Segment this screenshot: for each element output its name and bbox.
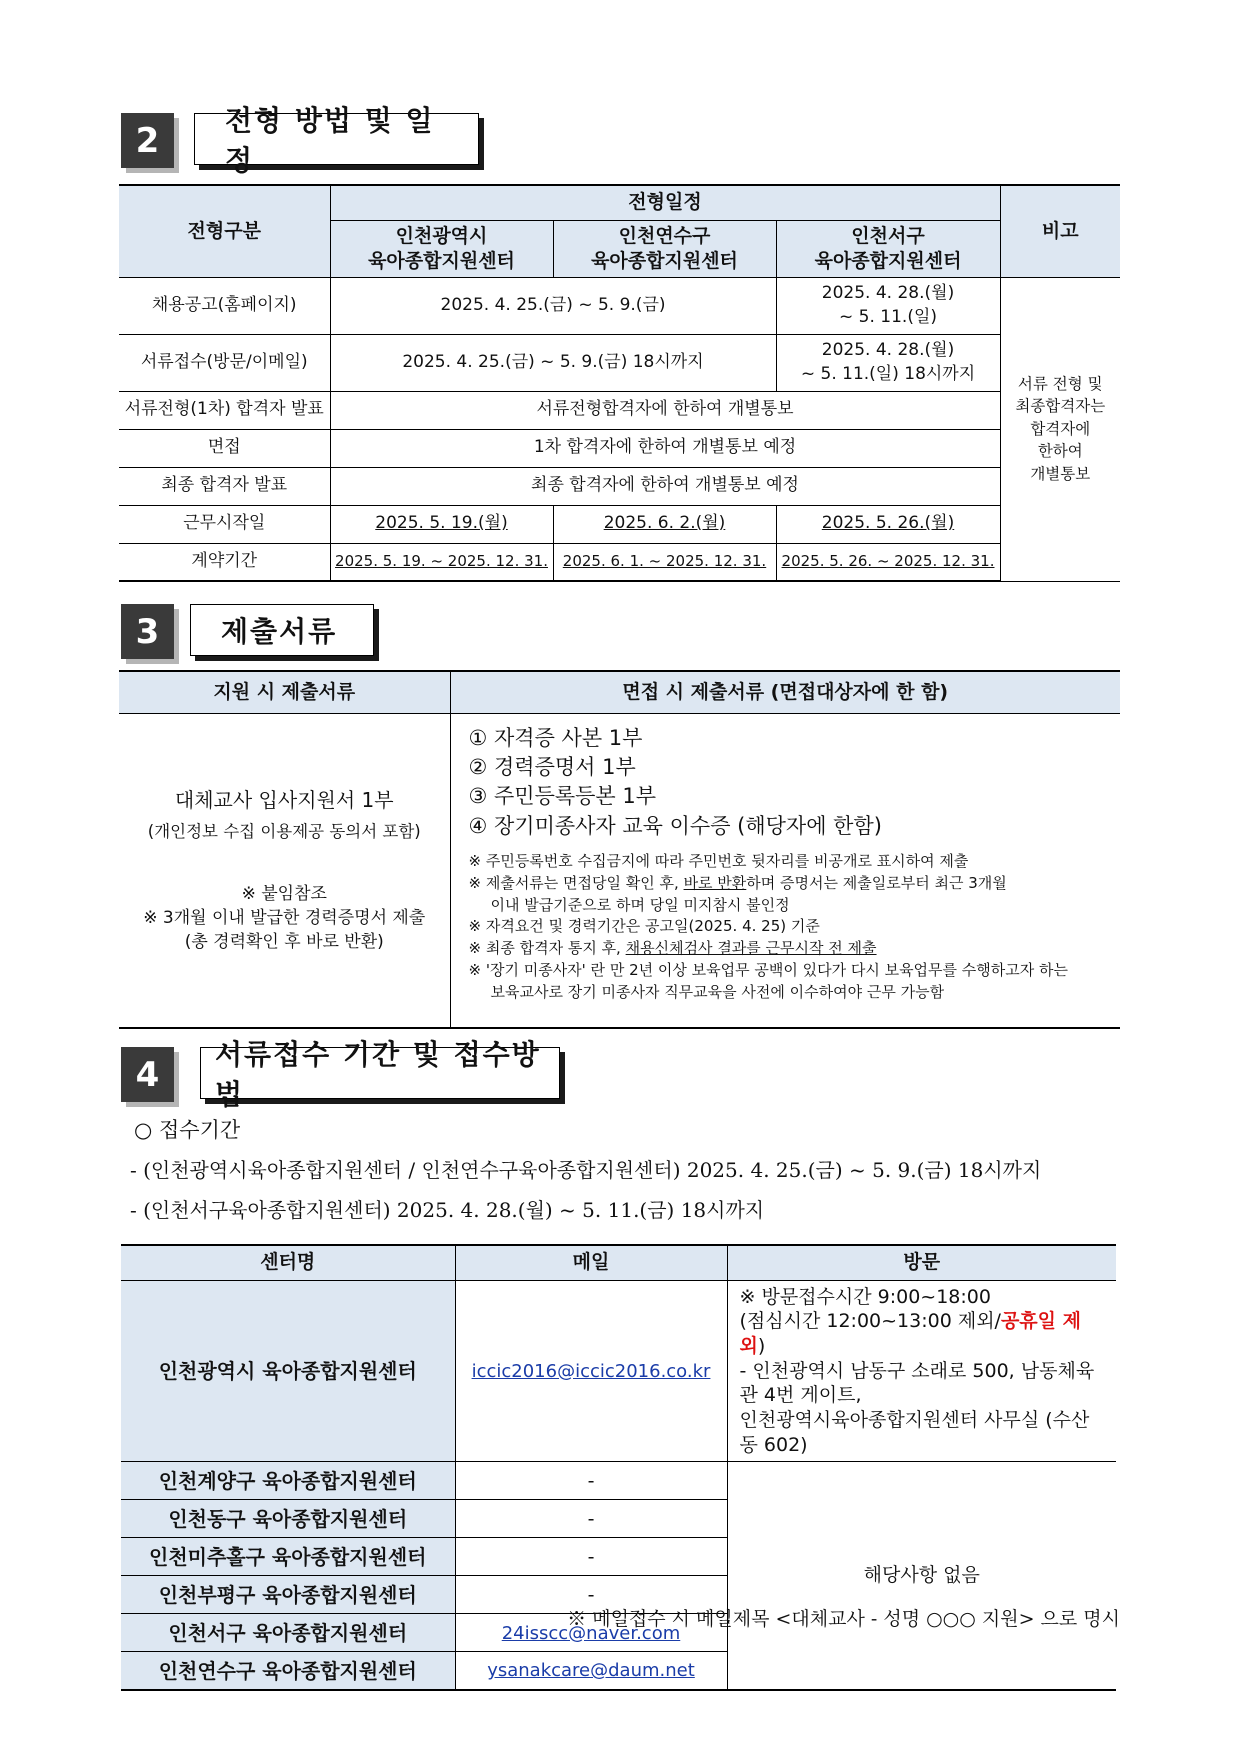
center-name: 인천동구 육아종합지원센터 bbox=[121, 1500, 455, 1538]
center-mail[interactable] bbox=[455, 1652, 727, 1690]
contract-period: 2025. 5. 19. ~ 2025. 12. 31. bbox=[330, 543, 553, 581]
note-line: ※ 최종 합격자 통지 후, 채용신체검사 결과를 근무시작 전 제출 bbox=[468, 939, 877, 958]
visit-none: 해당사항 없음 bbox=[727, 1462, 1116, 1690]
row-value: 1차 합격자에 한하여 개별통보 예정 bbox=[330, 429, 1000, 467]
note-line: 이내 발급기준으로 하며 당일 미지참시 불인정 bbox=[490, 895, 790, 914]
row-label: 계약기간 bbox=[119, 543, 330, 581]
center-name: 인천연수구 육아종합지원센터 bbox=[121, 1652, 455, 1690]
apply-sub: (개인정보 수집 이용제공 동의서 포함) bbox=[147, 822, 421, 841]
section-title: 전형 방법 및 일정 bbox=[194, 113, 479, 165]
row-value: 서류전형합격자에 한하여 개별통보 bbox=[330, 391, 1000, 429]
start-date: 2025. 5. 19.(월) bbox=[330, 505, 553, 543]
row-label: 채용공고(홈페이지) bbox=[119, 277, 330, 334]
period-line: - (인천광역시육아종합지원센터 / 인천연수구육아종합지원센터) 2025. 4. 25.(금) ~ 5. 9.(금) 18시까지 bbox=[130, 1158, 1042, 1182]
interview-doc-list bbox=[469, 724, 1103, 842]
visit-info: ※ 방문접수시간 9:00~18:00 (점심시간 12:00~13:00 제외/공휴일 제외) - 인천광역시 남동구 소래로 500, 남동체육관 4번 게이트, 인천광역시육아종합지원센터 사무실 (수산동 602) bbox=[727, 1280, 1116, 1462]
period-label: ○ 접수기간 bbox=[134, 1118, 241, 1142]
row-label: 면접 bbox=[119, 429, 330, 467]
center-name: 인천서구 육아종합지원센터 bbox=[121, 1614, 455, 1652]
apply-ref: ※ 붙임참조 bbox=[241, 884, 327, 905]
apply-cert: ※ 3개월 이내 발급한 경력증명서 제출 bbox=[143, 907, 426, 928]
row-value: 2025. 4. 25.(금) ~ 5. 9.(금) 18시까지 bbox=[330, 334, 776, 391]
header-visit: 방문 bbox=[727, 1245, 1116, 1280]
header-center-incheon: 인천광역시 육아종합지원센터 bbox=[330, 220, 553, 277]
center-name: 인천계양구 육아종합지원센터 bbox=[121, 1462, 455, 1500]
note-line: ※ 제출서류는 면접당일 확인 후, 바로 반환하며 증명서는 제출일로부터 최근 3개월 bbox=[468, 873, 1007, 892]
section-number: 4 bbox=[121, 1047, 174, 1102]
header-apply-docs: 지원 시 제출서류 bbox=[119, 671, 450, 713]
header-note: 비고 bbox=[1000, 185, 1120, 277]
row-label: 서류전형(1차) 합격자 발표 bbox=[119, 391, 330, 429]
list-item: ④ 장기미종사자 교육 이수증 (해당자에 한함) bbox=[468, 813, 882, 838]
documents-table bbox=[119, 670, 1120, 1029]
header-center: 센터명 bbox=[121, 1245, 455, 1280]
note-cell: 서류 전형 및 최종합격자는 합격자에 한하여 개별통보 bbox=[1000, 277, 1120, 581]
header-center-seo: 인천서구 육아종합지원센터 bbox=[776, 220, 1000, 277]
apply-cert-note: (총 경력확인 후 바로 반환) bbox=[184, 931, 384, 952]
list-item: ③ 주민등록등본 1부 bbox=[468, 784, 657, 809]
mail-subject-note: ※ 메일접수 시 메일제목 <대체교사 - 성명 ○○○ 지원> 으로 명시 bbox=[567, 1608, 1120, 1630]
note-line: ※ 자격요건 및 경력기간은 공고일(2025. 4. 25) 기준 bbox=[468, 917, 820, 936]
reception-period bbox=[130, 1110, 1041, 1230]
list-item: ② 경력증명서 1부 bbox=[468, 754, 636, 779]
mail-link[interactable]: ysanakcare@daum.net bbox=[487, 1660, 695, 1682]
mail-link[interactable]: 24isscc@naver.com bbox=[501, 1622, 681, 1644]
note-line: 보육교사로 장기 미종사자 직무교육을 사전에 이수하여야 근무 가능함 bbox=[490, 982, 945, 1001]
note-line: ※ 주민등록번호 수집금지에 따라 주민번호 뒷자리를 비공개로 표시하여 제출 bbox=[468, 852, 969, 871]
center-mail: - bbox=[455, 1462, 727, 1500]
section-title: 서류접수 기간 및 접수방법 bbox=[200, 1047, 560, 1099]
row-value: 2025. 4. 28.(월) ~ 5. 11.(일) bbox=[776, 277, 1000, 334]
row-value: 2025. 4. 25.(금) ~ 5. 9.(금) bbox=[330, 277, 776, 334]
start-date: 2025. 5. 26.(월) bbox=[776, 505, 1000, 543]
row-label: 서류접수(방문/이메일) bbox=[119, 334, 330, 391]
section-number: 3 bbox=[121, 604, 174, 659]
period-line: - (인천서구육아종합지원센터) 2025. 4. 28.(월) ~ 5. 11.(금) 18시까지 bbox=[130, 1198, 765, 1222]
center-name: 인천광역시 육아종합지원센터 bbox=[121, 1280, 455, 1462]
section-number: 2 bbox=[121, 113, 174, 168]
center-mail: - bbox=[455, 1576, 727, 1614]
apply-main: 대체교사 입사지원서 1부 bbox=[174, 788, 394, 812]
row-value: 2025. 4. 28.(월) ~ 5. 11.(일) 18시까지 bbox=[776, 334, 1000, 391]
mail-link[interactable]: iccic2016@iccic2016.co.kr bbox=[471, 1360, 711, 1382]
contract-period: 2025. 5. 26. ~ 2025. 12. 31. bbox=[776, 543, 1000, 581]
center-mail: - bbox=[455, 1500, 727, 1538]
interview-notes bbox=[469, 851, 1103, 1003]
header-schedule: 전형일정 bbox=[330, 185, 1000, 220]
list-item: ① 자격증 사본 1부 bbox=[468, 725, 643, 750]
center-mail: - bbox=[455, 1538, 727, 1576]
row-label: 최종 합격자 발표 bbox=[119, 467, 330, 505]
apply-docs-cell bbox=[119, 713, 450, 1028]
center-name: 인천부평구 육아종합지원센터 bbox=[121, 1576, 455, 1614]
center-mail[interactable] bbox=[455, 1280, 727, 1462]
section-title: 제출서류 bbox=[190, 604, 374, 656]
header-mail: 메일 bbox=[455, 1245, 727, 1280]
start-date: 2025. 6. 2.(월) bbox=[553, 505, 776, 543]
row-label: 근무시작일 bbox=[119, 505, 330, 543]
schedule-table bbox=[119, 184, 1120, 582]
section-3-header bbox=[121, 604, 374, 659]
header-center-yeonsu: 인천연수구 육아종합지원센터 bbox=[553, 220, 776, 277]
row-value: 최종 합격자에 한하여 개별통보 예정 bbox=[330, 467, 1000, 505]
section-2-header bbox=[121, 104, 479, 177]
interview-docs-cell bbox=[450, 713, 1120, 1028]
note-line: ※ '장기 미종사자' 란 만 2년 이상 보육업무 공백이 있다가 다시 보육업무를 수행하고자 하는 bbox=[468, 960, 1068, 979]
center-name: 인천미추홀구 육아종합지원센터 bbox=[121, 1538, 455, 1576]
section-4-header bbox=[121, 1038, 560, 1111]
header-interview-docs: 면접 시 제출서류 (면접대상자에 한 함) bbox=[450, 671, 1120, 713]
header-type: 전형구분 bbox=[119, 185, 330, 277]
contract-period: 2025. 6. 1. ~ 2025. 12. 31. bbox=[553, 543, 776, 581]
